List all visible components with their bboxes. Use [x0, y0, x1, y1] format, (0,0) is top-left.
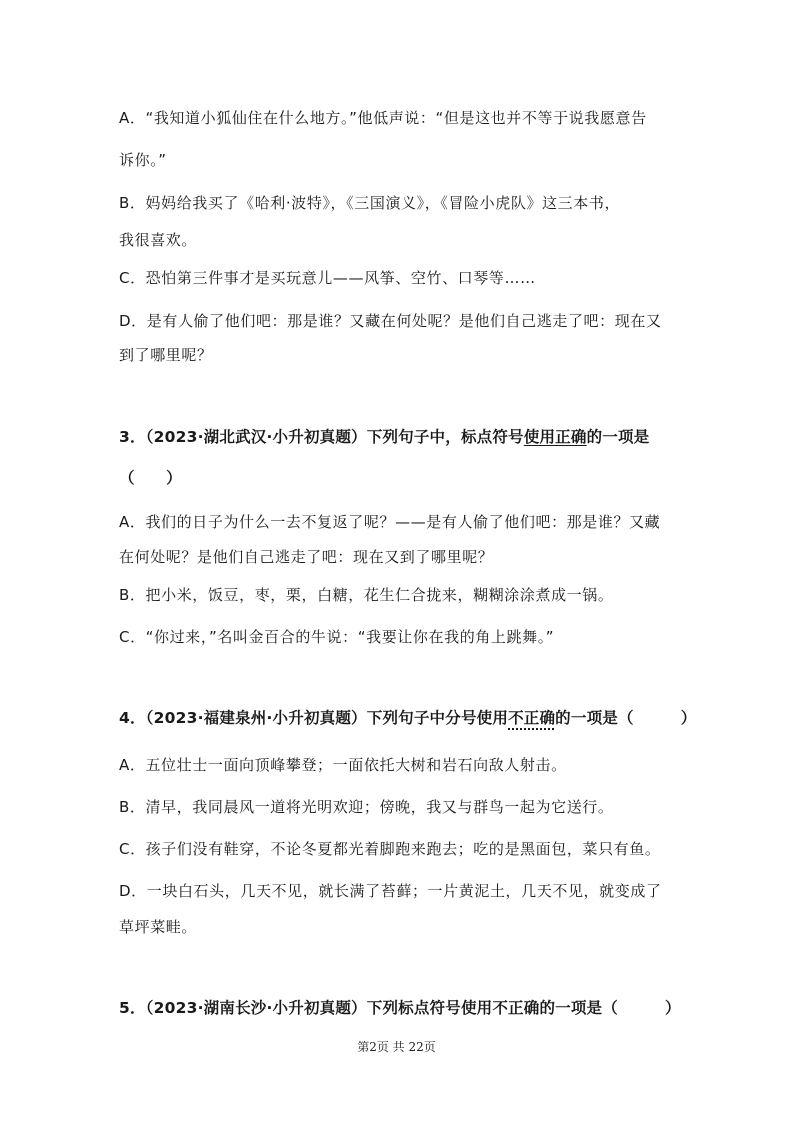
- page-footer: 第2页 共 22页: [357, 1040, 436, 1054]
- q4-emphasis: 不正确: [508, 709, 556, 727]
- q3-option-a-line2: 在何处呢？是他们自己逃走了吧：现在又到了哪里呢？: [119, 548, 494, 566]
- q4-prefix: 4．（2023·福建泉州·小升初真题）下列句子中分号使用: [119, 709, 509, 727]
- q3-underlined: 使用正确: [523, 428, 587, 446]
- q3-suffix: 的一项是: [586, 428, 650, 446]
- q3-option-c: C．“你过来，”名叫金百合的牛说：“我要让你在我的角上跳舞。”: [119, 628, 555, 646]
- q3-option-a-line1: A．我们的日子为什么一去不复返了呢？——是有人偷了他们吧：那是谁？又藏: [119, 513, 661, 531]
- q4-option-d-line2: 草坪菜畦。: [119, 918, 198, 936]
- q4-option-c: C．孩子们没有鞋穿，不论冬夏都光着脚跑来跑去；吃的是黑面包，菜只有鱼。: [119, 840, 661, 858]
- q3-prefix: 3．（2023·湖北武汉·小升初真题）下列句子中，标点符号: [119, 428, 524, 446]
- q2-option-a-line1: A．“我知道小狐仙住在什么地方。”他低声说：“但是这也并不等于说我愿意告: [119, 109, 647, 127]
- question-3-title: [119, 427, 649, 447]
- q2-option-a-line2: 诉你。”: [119, 151, 167, 169]
- q2-option-d-line1: D．是有人偷了他们吧：那是谁？又藏在何处呢？是他们自己逃走了吧：现在又: [119, 312, 662, 330]
- q2-option-d-line2: 到了哪里呢？: [119, 346, 213, 364]
- q4-option-d-line1: D．一块白石头，几天不见，就长满了苔藓；一片黄泥土，几天不见，就变成了: [119, 882, 662, 900]
- q2-option-b-line2: 我很喜欢。: [119, 231, 198, 249]
- q4-suffix: 的一项是（ ）: [555, 709, 697, 727]
- question-4-title: [119, 708, 696, 728]
- q4-option-b: B．清早，我同晨风一道将光明欢迎；傍晚，我又与群鸟一起为它送行。: [119, 798, 614, 816]
- q2-option-c: C．恐怕第三件事才是买玩意儿——风筝、空竹、口琴等……: [119, 269, 536, 287]
- q3-option-b: B．把小米，饭豆，枣，栗，白糖，花生仁合拢来，糊糊涂涂煮成一锅。: [119, 586, 614, 604]
- q3-answer-paren: （ ）: [119, 469, 182, 487]
- q2-option-b-line1: B．妈妈给我买了《哈利·波特》，《三国演义》，《冒险小虎队》这三本书，: [119, 194, 621, 212]
- question-5-title: 5．（2023·湖南长沙·小升初真题）下列标点符号使用不正确的一项是（ ）: [119, 999, 681, 1017]
- q4-option-a: A．五位壮士一面向顶峰攀登；一面依托大树和岩石向敌人射击。: [119, 756, 567, 774]
